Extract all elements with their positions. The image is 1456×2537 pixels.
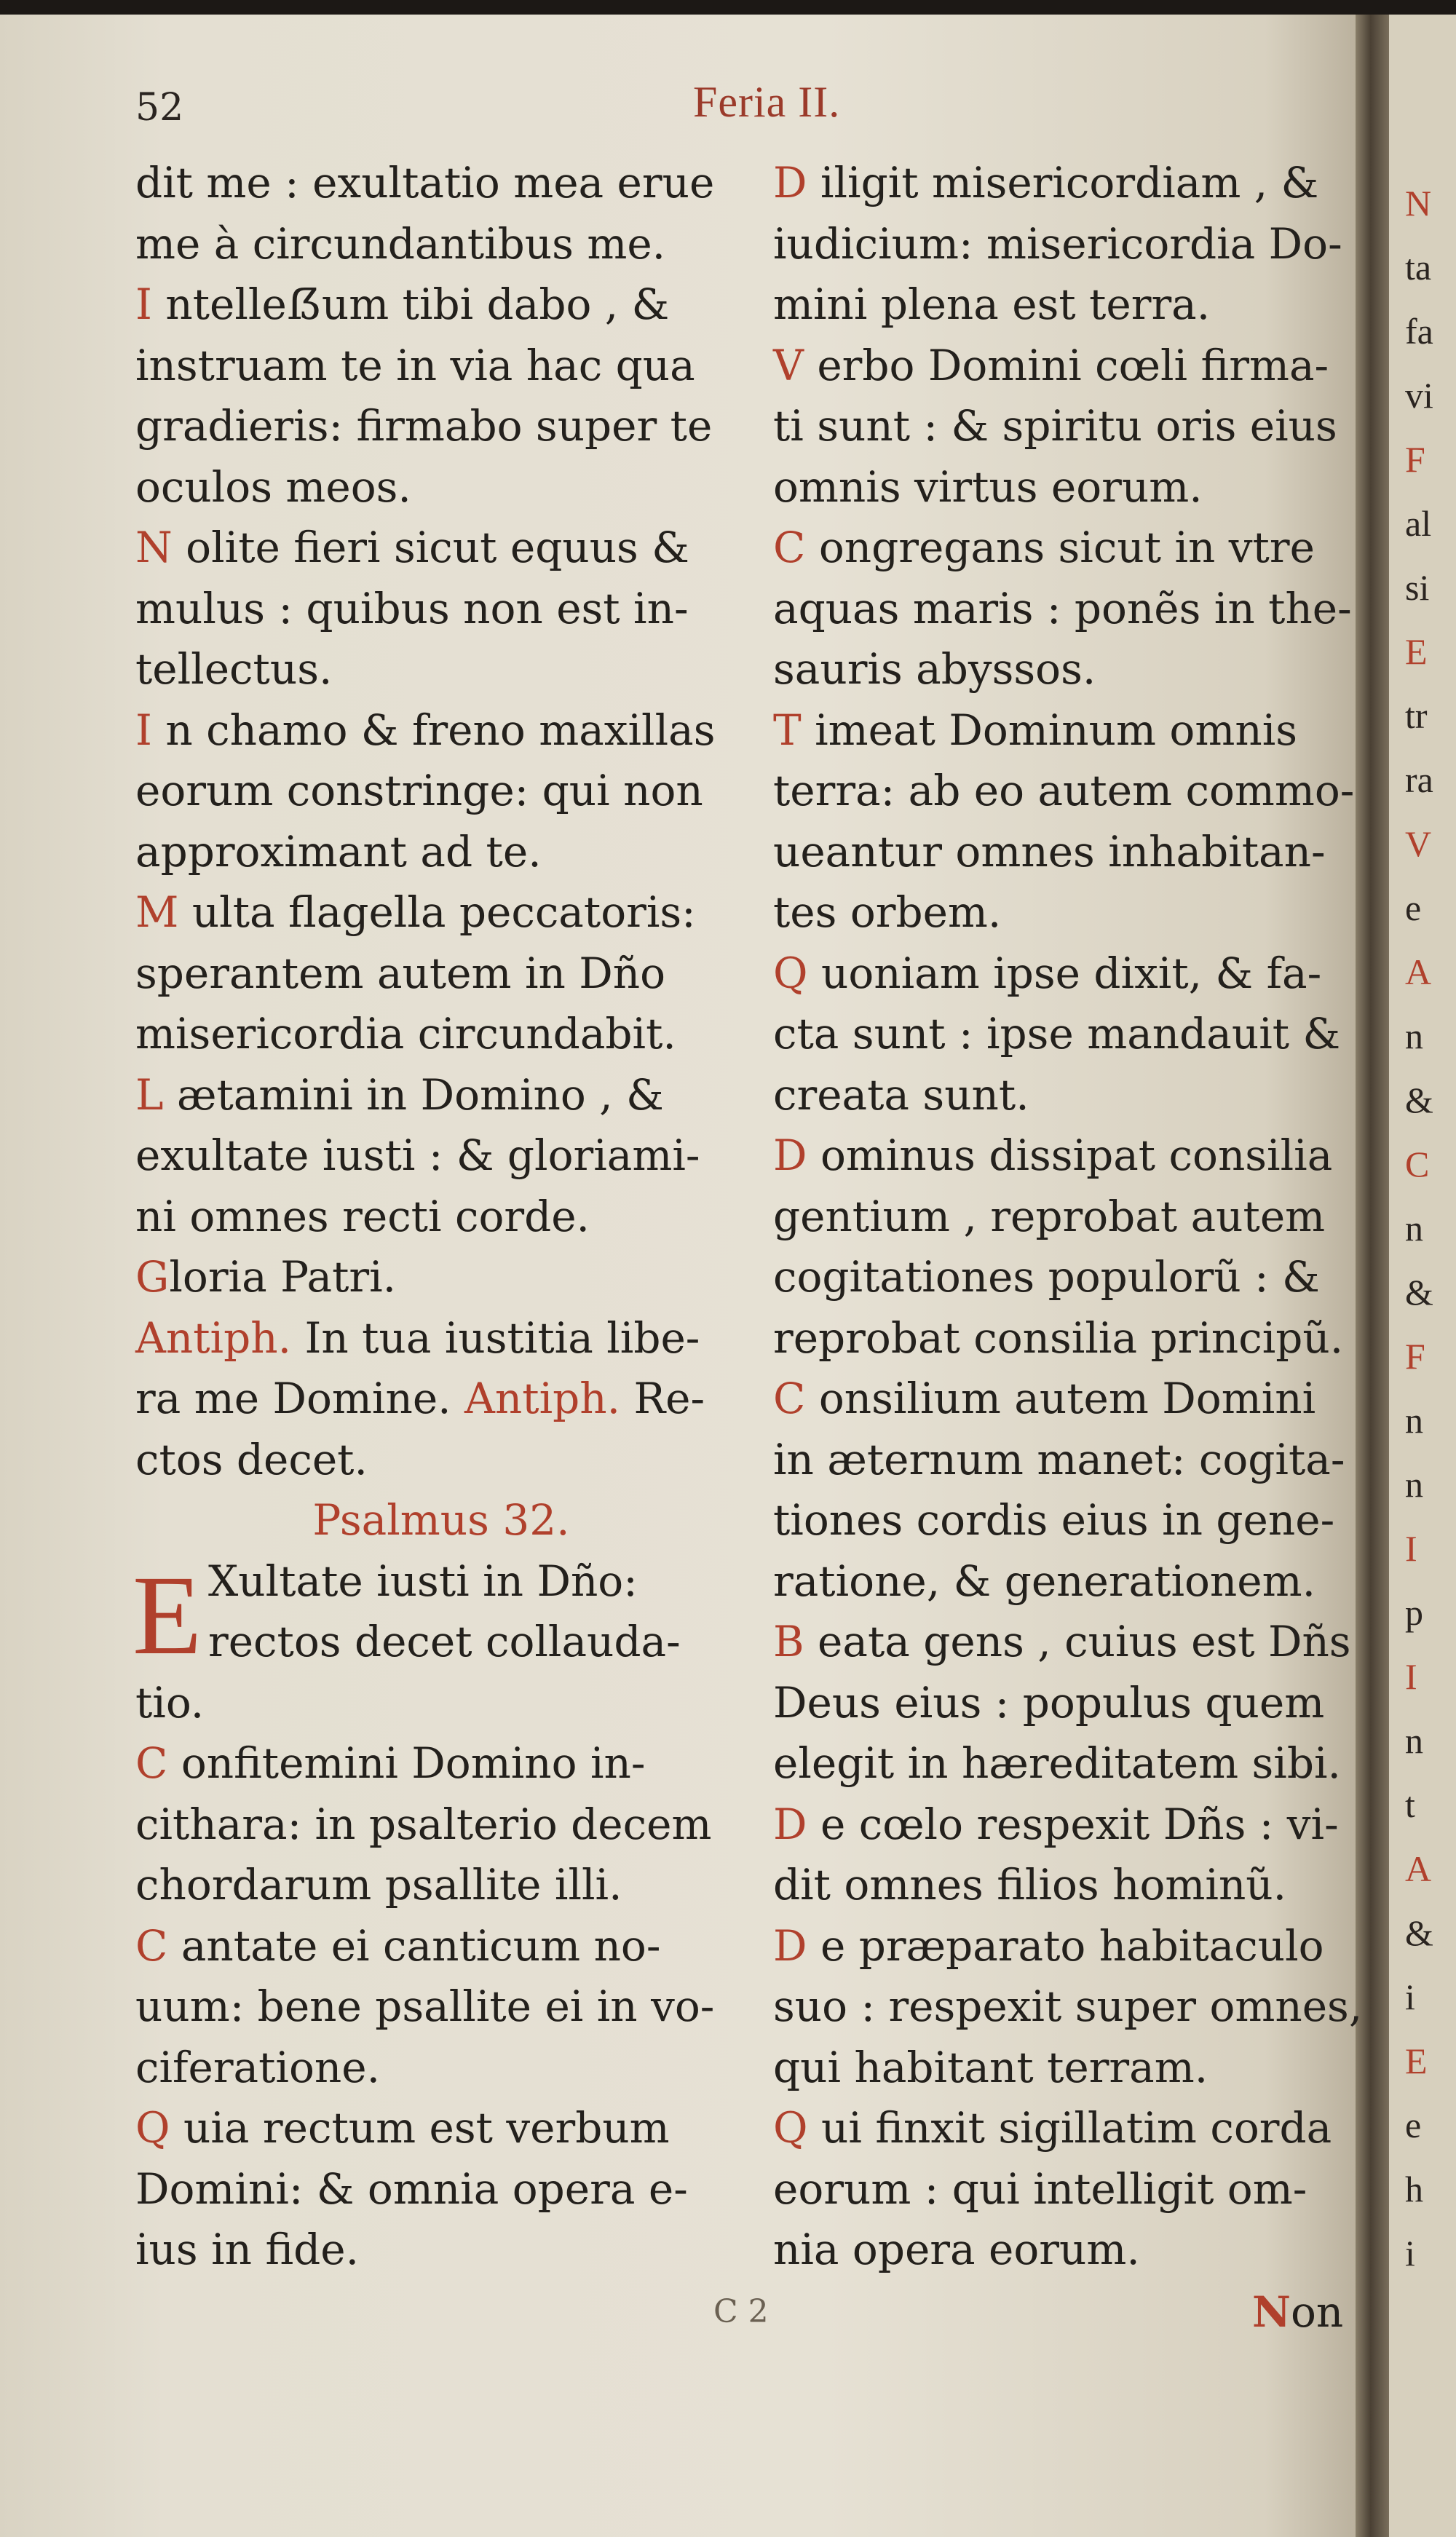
right-line <box>773 518 1385 579</box>
rubric-initial: Q <box>773 948 808 998</box>
left-line <box>135 336 747 397</box>
rubric-initial: C <box>135 1738 168 1788</box>
line-text: in æternum manet: cogita- <box>773 1434 1345 1484</box>
adjacent-page-fragment: & <box>1405 1912 1433 1953</box>
line-text: tellectus. <box>135 644 333 694</box>
rubric-initial: B <box>773 1617 804 1666</box>
right-line <box>773 1308 1385 1369</box>
right-line <box>773 1430 1385 1491</box>
line-text: Deus eius : populus quem <box>773 1677 1325 1727</box>
psalm-title: Psalmus 32. <box>312 1495 570 1545</box>
line-text: dit omnes filios hominũ. <box>773 1860 1287 1909</box>
line-text: antate ei canticum no- <box>167 1920 661 1971</box>
line-text: tes orbem. <box>773 887 1002 937</box>
line-text: nia opera eorum. <box>773 2225 1140 2274</box>
line-text: suo : respexit super omnes, <box>773 1982 1363 2031</box>
adjacent-page-fragment: & <box>1405 1080 1433 1120</box>
adjacent-page-fragment: p <box>1405 1592 1423 1633</box>
line-text: cta sunt : ipse mandauit & <box>773 1009 1341 1058</box>
right-line <box>773 1369 1385 1430</box>
line-text: onsilium autem Domini <box>805 1374 1316 1423</box>
right-line <box>773 1065 1385 1126</box>
line-text: ciferatione. <box>135 2042 381 2092</box>
adjacent-page-fragment: A <box>1405 1848 1432 1889</box>
right-line <box>773 700 1385 761</box>
catchword <box>1252 2287 1343 2337</box>
adjacent-page-fragment: n <box>1405 1016 1423 1056</box>
line-text: gentium , reprobat autem <box>773 1191 1326 1241</box>
right-line <box>773 1551 1385 1612</box>
line-text: cogitationes populorũ : & <box>773 1252 1320 1302</box>
left-line <box>135 2220 747 2281</box>
right-line <box>773 1187 1385 1248</box>
line-text: e præparato habitaculo <box>807 1920 1324 1971</box>
adjacent-page-fragment: I <box>1405 1656 1417 1697</box>
left-line <box>135 1916 747 1977</box>
line-text: mulus : quibus non est in- <box>135 583 689 633</box>
adjacent-page-fragment: F <box>1405 439 1425 480</box>
left-line <box>135 761 747 822</box>
right-line <box>773 396 1385 457</box>
left-line <box>135 700 747 761</box>
line-text: chordarum psallite illi. <box>135 1860 622 1909</box>
right-line <box>773 457 1385 518</box>
left-line <box>135 274 747 336</box>
adjacent-page-fragment: h <box>1405 2169 1423 2209</box>
line-text: dit me : exultatio mea erue <box>135 158 715 207</box>
adjacent-page-fragment: E <box>1405 2041 1428 2081</box>
right-line <box>773 1733 1385 1794</box>
line-text: e cœlo respexit Dñs : vi- <box>807 1799 1339 1849</box>
line-text: uum: bene psallite ei in vo- <box>135 1982 715 2031</box>
adjacent-page-fragment: ta <box>1405 247 1432 288</box>
adjacent-page-fragment: E <box>1405 631 1428 672</box>
line-text: Domini: & omnia opera e- <box>135 2164 688 2214</box>
adjacent-page-fragment: al <box>1405 503 1432 544</box>
rubric-initial: I <box>135 280 152 329</box>
right-line <box>773 214 1385 275</box>
page-number: 52 <box>135 86 184 130</box>
line-text: imeat Dominum omnis <box>801 705 1298 755</box>
catchword-initial: N <box>1252 2287 1291 2337</box>
rubric-initial: D <box>773 1799 807 1849</box>
right-line <box>773 639 1385 700</box>
adjacent-page-fragment: e <box>1405 2105 1422 2145</box>
right-line <box>773 1794 1385 1856</box>
right-line <box>773 1004 1385 1065</box>
adjacent-page-fragment: vi <box>1405 375 1433 416</box>
right-line <box>773 943 1385 1005</box>
right-line <box>773 1916 1385 1977</box>
psalm-opening <box>132 1551 747 1678</box>
rubric-initial: C <box>773 523 806 572</box>
adjacent-page-fragment: e <box>1405 887 1422 928</box>
line-text: mini plena est terra. <box>773 280 1211 329</box>
right-line <box>773 579 1385 640</box>
line-text: instruam te in via hac qua <box>135 340 695 390</box>
adjacent-page-fragment: n <box>1405 1464 1423 1505</box>
antiphon-label: Antiph. <box>464 1374 621 1423</box>
adjacent-page-fragment: n <box>1405 1720 1423 1761</box>
right-line <box>773 1490 1385 1551</box>
right-line <box>773 1855 1385 1916</box>
line-text: olite fieri sicut equus & <box>172 523 689 572</box>
left-line <box>135 1673 747 1734</box>
line-text: tiones cordis eius in gene- <box>773 1495 1335 1545</box>
line-text: loria Patri. <box>169 1252 397 1302</box>
line-text: uia rectum est verbum <box>170 2103 670 2153</box>
adjacent-page-fragment: & <box>1405 1272 1433 1313</box>
adjacent-page-fragment: n <box>1405 1208 1423 1248</box>
rubric-initial: N <box>135 523 173 572</box>
adjacent-page-fragment: C <box>1405 1144 1430 1184</box>
line-text: cithara: in psalterio decem <box>135 1799 712 1849</box>
right-column <box>773 153 1385 2281</box>
adjacent-page-edge <box>1389 15 1456 2537</box>
left-line <box>135 1004 747 1065</box>
adjacent-page-fragment: ra <box>1405 759 1433 800</box>
rubric-initial: T <box>773 705 802 755</box>
line-text: tio. <box>135 1677 205 1727</box>
left-line <box>135 1125 747 1187</box>
left-line <box>135 1065 747 1126</box>
line-text: qui habitant terram. <box>773 2042 1208 2092</box>
left-line <box>135 1430 747 1491</box>
rubric-initial: C <box>135 1920 168 1971</box>
right-line <box>773 822 1385 883</box>
right-line <box>773 882 1385 943</box>
adjacent-page-fragment: t <box>1405 1784 1415 1825</box>
adjacent-page-fragment: tr <box>1405 695 1428 736</box>
scan-top-edge <box>0 0 1456 15</box>
rubric-initial: Q <box>135 2103 170 2153</box>
line-text: ratione, & generationem. <box>773 1556 1316 1606</box>
line-text: oculos meos. <box>135 462 411 512</box>
line-text: iligit misericordiam , & <box>807 158 1319 207</box>
right-line <box>773 336 1385 397</box>
left-line <box>135 2159 747 2220</box>
line-text: sauris abyssos. <box>773 644 1096 694</box>
psalm-drop-capital: E <box>132 1551 202 1678</box>
left-line <box>135 153 747 214</box>
adjacent-page-fragment: n <box>1405 1400 1423 1441</box>
line-text: ætamini in Domino , & <box>163 1069 664 1120</box>
line-text: creata sunt. <box>773 1069 1029 1120</box>
right-line <box>773 1125 1385 1187</box>
line-text: eata gens , cuius est Dñs <box>804 1617 1351 1666</box>
line-text: iudicium: misericordia Do- <box>773 218 1342 269</box>
left-line <box>135 1187 747 1248</box>
line-text: n chamo & freno maxillas <box>151 705 716 755</box>
psalm-opening-line: Xultate iusti in Dño: <box>208 1556 638 1606</box>
left-line <box>135 579 747 640</box>
left-line <box>135 457 747 518</box>
left-line <box>135 2038 747 2099</box>
line-text: ui finxit sigillatim corda <box>807 2103 1332 2153</box>
left-line <box>135 1976 747 2038</box>
right-line <box>773 274 1385 336</box>
line-text: misericordia circundabit. <box>135 1009 676 1058</box>
left-line <box>135 943 747 1005</box>
left-line <box>135 396 747 457</box>
right-line <box>773 1247 1385 1308</box>
running-head: Feria II. <box>693 78 841 126</box>
antiphon-label: Antiph. <box>135 1313 292 1363</box>
left-line <box>135 1369 747 1430</box>
right-line <box>773 2159 1385 2220</box>
line-text: elegit in hæreditatem sibi. <box>773 1738 1341 1788</box>
line-text: uoniam ipse dixit, & fa- <box>807 948 1322 998</box>
line-text: erbo Domini cœli firma- <box>803 340 1329 390</box>
right-line <box>773 1612 1385 1673</box>
line-text: ti sunt : & spiritu oris eius <box>773 401 1337 451</box>
adjacent-page-fragment: F <box>1405 1336 1425 1377</box>
right-line <box>773 2220 1385 2281</box>
line-text: ueantur omnes inhabitan- <box>773 826 1326 876</box>
line-text: terra: ab eo autem commo- <box>773 766 1355 815</box>
line-text: ius in fide. <box>135 2225 360 2274</box>
line-text: sperantem autem in Dño <box>135 948 666 998</box>
line-text: ulta flagella peccatoris: <box>178 887 696 937</box>
left-line <box>135 214 747 275</box>
adjacent-page-fragment: i <box>1405 1976 1415 2017</box>
line-text: eorum constringe: qui non <box>135 766 703 815</box>
rubric-initial: L <box>135 1069 164 1120</box>
left-line <box>135 518 747 579</box>
right-line <box>773 1673 1385 1734</box>
line-text: ongregans sicut in vtre <box>805 523 1315 572</box>
line-text: exultate iusti : & gloriami- <box>135 1131 700 1180</box>
line-text: reprobat consilia principũ. <box>773 1313 1344 1363</box>
line-text: approximant ad te. <box>135 826 542 876</box>
line-text: ra me Domine. <box>135 1374 465 1423</box>
adjacent-page-fragment: A <box>1405 951 1432 992</box>
left-line <box>135 822 747 883</box>
line-text: me à circundantibus me. <box>135 218 666 269</box>
rubric-initial: C <box>773 1374 806 1423</box>
right-line <box>773 153 1385 214</box>
line-text: eorum : qui intelligit om- <box>773 2164 1307 2214</box>
left-line <box>135 1794 747 1856</box>
adjacent-page-fragment: si <box>1405 567 1430 608</box>
catchword-rest: on <box>1291 2287 1344 2337</box>
signature-mark: C 2 <box>713 2293 769 2330</box>
adjacent-page-fragment: i <box>1405 2233 1415 2273</box>
rubric-initial: Q <box>773 2103 808 2153</box>
rubric-initial: D <box>773 1131 807 1180</box>
line-text: Re- <box>620 1374 705 1423</box>
right-line <box>773 2098 1385 2159</box>
rubric-initial: D <box>773 158 807 207</box>
left-line <box>135 639 747 700</box>
line-text: ominus dissipat consilia <box>807 1131 1333 1180</box>
left-line <box>135 1855 747 1916</box>
line-text: aquas maris : ponẽs in the- <box>773 583 1352 633</box>
left-line <box>135 1247 747 1308</box>
adjacent-page-fragment: N <box>1405 183 1432 223</box>
rubric-initial: G <box>135 1252 170 1302</box>
left-line <box>135 1733 747 1794</box>
adjacent-page-fragment: I <box>1405 1528 1417 1569</box>
line-text: onfitemini Domino in- <box>167 1738 646 1788</box>
left-column <box>132 153 747 2281</box>
rubric-initial: M <box>135 887 179 937</box>
adjacent-page-fragment: fa <box>1405 311 1433 352</box>
line-text: In tua iustitia libe- <box>291 1313 700 1363</box>
rubric-initial: V <box>773 340 804 390</box>
psalm-opening-line: rectos decet collauda- <box>208 1617 681 1666</box>
rubric-initial: D <box>773 1920 807 1971</box>
line-text: gradieris: firmabo super te <box>135 401 713 451</box>
right-line <box>773 761 1385 822</box>
adjacent-page-fragment: V <box>1405 823 1432 864</box>
right-line <box>773 1976 1385 2038</box>
line-text: ntelleẞum tibi dabo , & <box>151 280 670 329</box>
left-line <box>135 882 747 943</box>
line-text: omnis virtus eorum. <box>773 462 1203 512</box>
left-line <box>135 2098 747 2159</box>
left-line <box>135 1308 747 1369</box>
line-text: ni omnes recti corde. <box>135 1191 590 1241</box>
line-text: ctos decet. <box>135 1434 368 1484</box>
rubric-initial: I <box>135 705 152 755</box>
right-line <box>773 2038 1385 2099</box>
